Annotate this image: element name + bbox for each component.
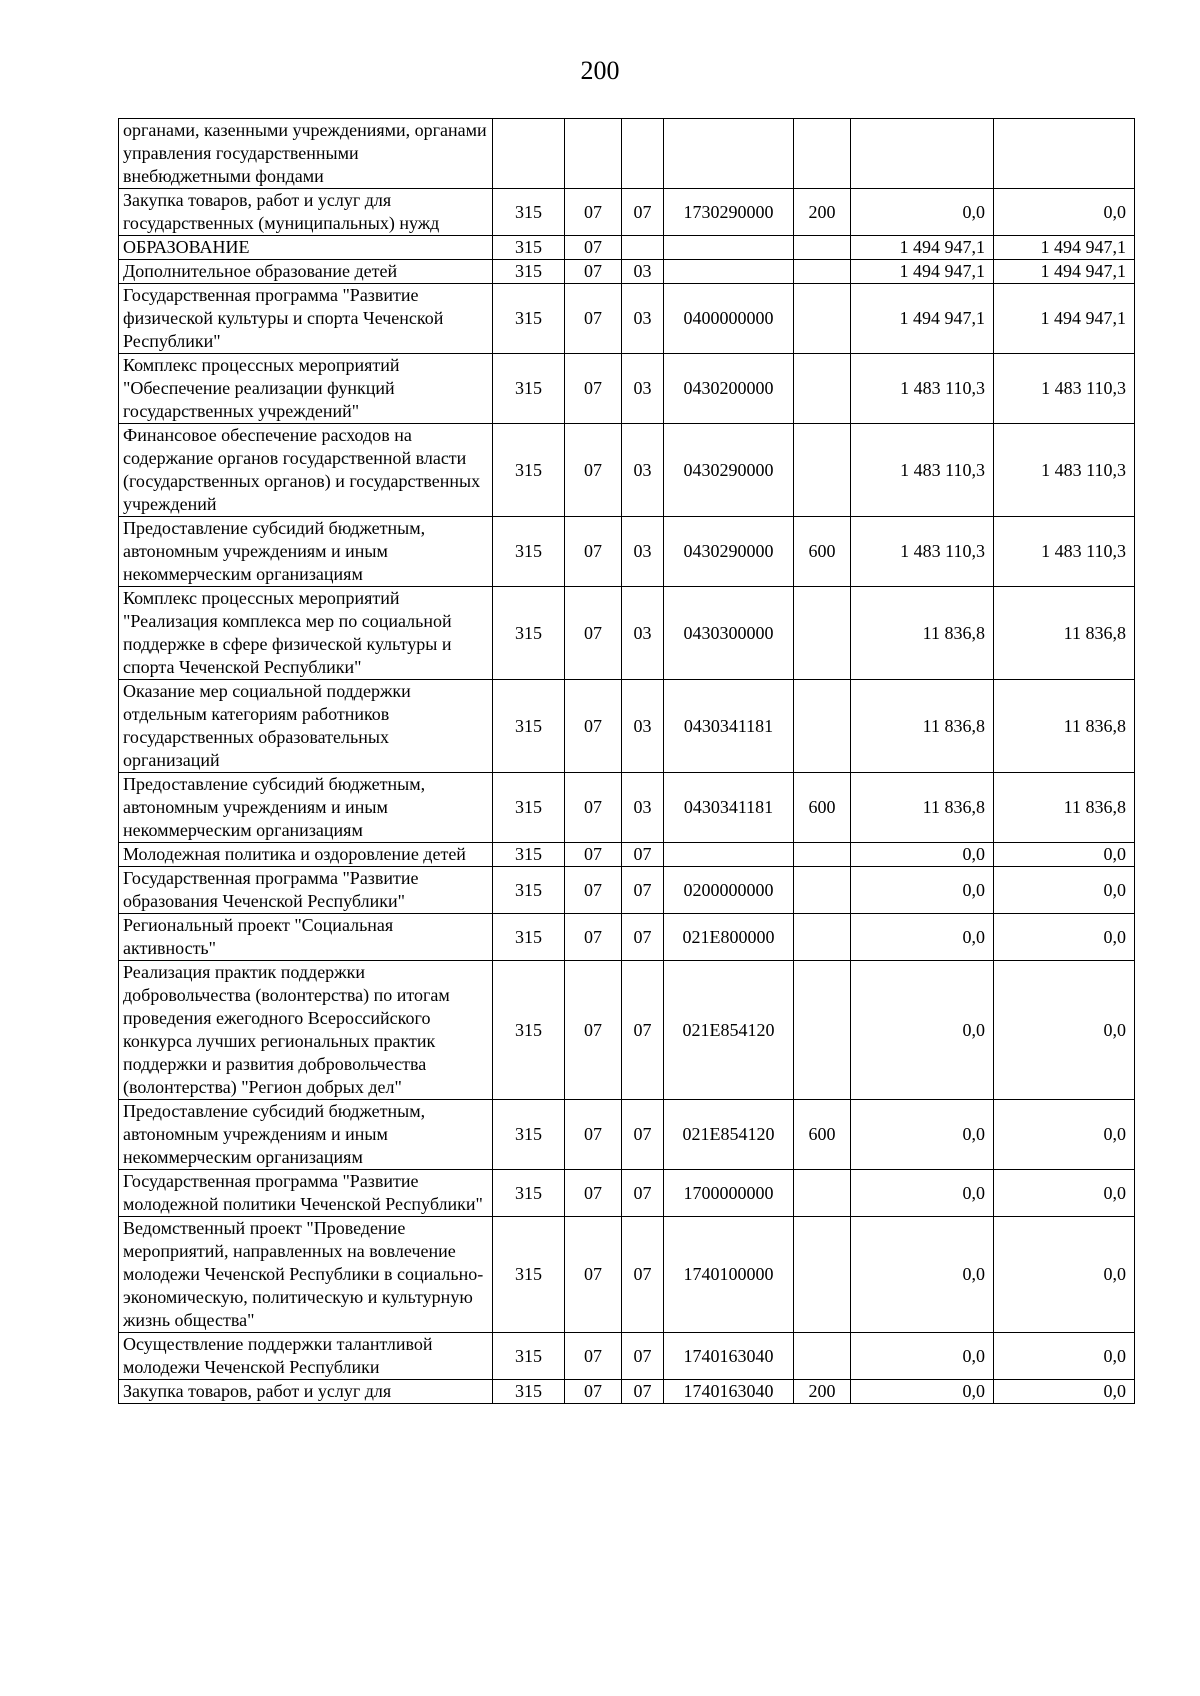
cell-target-article: 1740163040 (664, 1333, 794, 1380)
cell-section: 07 (565, 680, 622, 773)
cell-section: 07 (565, 354, 622, 424)
cell-section: 07 (565, 517, 622, 587)
cell-ministry-code (493, 119, 565, 189)
cell-section: 07 (565, 961, 622, 1100)
cell-expense-type (794, 260, 851, 284)
cell-amount-year1: 0,0 (851, 1217, 994, 1333)
cell-amount-year2: 0,0 (994, 843, 1135, 867)
table-row (119, 867, 1135, 914)
cell-subsection: 03 (622, 260, 664, 284)
cell-amount-year1: 1 494 947,1 (851, 284, 994, 354)
cell-amount-year1: 0,0 (851, 867, 994, 914)
cell-expense-type: 600 (794, 1100, 851, 1170)
cell-subsection: 07 (622, 1100, 664, 1170)
cell-amount-year2: 0,0 (994, 1217, 1135, 1333)
cell-section (565, 119, 622, 189)
cell-amount-year2: 1 483 110,3 (994, 424, 1135, 517)
cell-expense-type (794, 236, 851, 260)
cell-ministry-code: 315 (493, 680, 565, 773)
cell-amount-year1: 11 836,8 (851, 587, 994, 680)
cell-ministry-code: 315 (493, 1100, 565, 1170)
cell-amount-year2: 1 494 947,1 (994, 260, 1135, 284)
page-number: 200 (580, 56, 620, 85)
cell-amount-year2: 0,0 (994, 189, 1135, 236)
cell-ministry-code: 315 (493, 354, 565, 424)
cell-amount-year2 (994, 119, 1135, 189)
cell-amount-year2: 1 494 947,1 (994, 236, 1135, 260)
cell-expense-type (794, 587, 851, 680)
cell-expense-type (794, 284, 851, 354)
cell-target-article (664, 843, 794, 867)
cell-ministry-code: 315 (493, 961, 565, 1100)
table-row (119, 236, 1135, 260)
cell-amount-year2: 0,0 (994, 914, 1135, 961)
cell-ministry-code: 315 (493, 1333, 565, 1380)
cell-ministry-code: 315 (493, 424, 565, 517)
table-row (119, 1333, 1135, 1380)
cell-subsection: 07 (622, 843, 664, 867)
table-row (119, 914, 1135, 961)
table-row (119, 1217, 1135, 1333)
cell-amount-year1: 11 836,8 (851, 773, 994, 843)
cell-target-article: 1730290000 (664, 189, 794, 236)
cell-amount-year2: 0,0 (994, 1380, 1135, 1404)
table-row (119, 680, 1135, 773)
cell-amount-year1: 0,0 (851, 1333, 994, 1380)
cell-subsection: 03 (622, 773, 664, 843)
cell-section: 07 (565, 236, 622, 260)
table-row (119, 189, 1135, 236)
cell-section: 07 (565, 260, 622, 284)
cell-subsection: 03 (622, 517, 664, 587)
table-row (119, 119, 1135, 189)
cell-subsection: 03 (622, 587, 664, 680)
budget-table (118, 118, 1135, 1404)
cell-section: 07 (565, 1170, 622, 1217)
table-row (119, 517, 1135, 587)
cell-target-article (664, 119, 794, 189)
cell-ministry-code: 315 (493, 189, 565, 236)
cell-amount-year2: 11 836,8 (994, 587, 1135, 680)
cell-ministry-code: 315 (493, 1217, 565, 1333)
cell-ministry-code: 315 (493, 284, 565, 354)
cell-amount-year1: 1 483 110,3 (851, 424, 994, 517)
cell-section: 07 (565, 1333, 622, 1380)
cell-target-article (664, 260, 794, 284)
cell-target-article: 0400000000 (664, 284, 794, 354)
cell-section: 07 (565, 867, 622, 914)
cell-name: Финансовое обеспечение расходов на содержание органов государственной власти (государственных органов) и государственных учреждений (119, 424, 493, 517)
cell-ministry-code: 315 (493, 260, 565, 284)
cell-amount-year1: 1 483 110,3 (851, 517, 994, 587)
cell-section: 07 (565, 843, 622, 867)
cell-section: 07 (565, 1100, 622, 1170)
cell-name: Государственная программа "Развитие физической культуры и спорта Чеченской Республики" (119, 284, 493, 354)
cell-expense-type (794, 867, 851, 914)
cell-name: Ведомственный проект "Проведение мероприятий, направленных на вовлечение молодежи Чеченской Республики в социально-экономическую, политическую и культурную жизнь общества" (119, 1217, 493, 1333)
cell-expense-type (794, 1217, 851, 1333)
cell-amount-year2: 0,0 (994, 867, 1135, 914)
cell-target-article: 1700000000 (664, 1170, 794, 1217)
table-row (119, 354, 1135, 424)
cell-amount-year2: 1 483 110,3 (994, 517, 1135, 587)
cell-subsection: 07 (622, 1170, 664, 1217)
cell-subsection: 07 (622, 1380, 664, 1404)
cell-target-article: 021E854120 (664, 1100, 794, 1170)
cell-name: Комплекс процессных мероприятий "Реализация комплекса мер по социальной поддержке в сфере физической культуры и спорта Чеченской Республики" (119, 587, 493, 680)
cell-amount-year1: 0,0 (851, 961, 994, 1100)
table-row (119, 961, 1135, 1100)
cell-name: Государственная программа "Развитие молодежной политики Чеченской Республики" (119, 1170, 493, 1217)
cell-subsection: 03 (622, 424, 664, 517)
cell-name: Комплекс процессных мероприятий "Обеспечение реализации функций государственных учреждений" (119, 354, 493, 424)
cell-name: Закупка товаров, работ и услуг для государственных (муниципальных) нужд (119, 189, 493, 236)
cell-name: Региональный проект "Социальная активность" (119, 914, 493, 961)
cell-amount-year2: 1 494 947,1 (994, 284, 1135, 354)
cell-subsection: 07 (622, 867, 664, 914)
cell-expense-type (794, 961, 851, 1100)
cell-section: 07 (565, 1380, 622, 1404)
cell-target-article: 0430341181 (664, 773, 794, 843)
cell-name: Молодежная политика и оздоровление детей (119, 843, 493, 867)
budget-table-body (119, 119, 1135, 1404)
cell-subsection (622, 119, 664, 189)
cell-amount-year2: 0,0 (994, 1333, 1135, 1380)
cell-ministry-code: 315 (493, 773, 565, 843)
table-row (119, 1170, 1135, 1217)
cell-section: 07 (565, 914, 622, 961)
cell-target-article: 021E800000 (664, 914, 794, 961)
cell-section: 07 (565, 284, 622, 354)
table-row (119, 284, 1135, 354)
cell-amount-year2: 0,0 (994, 961, 1135, 1100)
cell-subsection: 07 (622, 1217, 664, 1333)
cell-amount-year1: 0,0 (851, 1170, 994, 1217)
cell-name: Дополнительное образование детей (119, 260, 493, 284)
cell-expense-type (794, 1333, 851, 1380)
cell-ministry-code: 315 (493, 1380, 565, 1404)
cell-expense-type (794, 119, 851, 189)
table-row (119, 1100, 1135, 1170)
cell-expense-type (794, 424, 851, 517)
cell-target-article: 0430290000 (664, 424, 794, 517)
cell-amount-year1: 0,0 (851, 843, 994, 867)
cell-subsection: 07 (622, 961, 664, 1100)
cell-target-article: 0430300000 (664, 587, 794, 680)
cell-amount-year1: 0,0 (851, 1380, 994, 1404)
cell-amount-year1: 1 483 110,3 (851, 354, 994, 424)
cell-amount-year2: 0,0 (994, 1170, 1135, 1217)
cell-subsection: 03 (622, 354, 664, 424)
table-row (119, 773, 1135, 843)
cell-expense-type: 200 (794, 1380, 851, 1404)
cell-section: 07 (565, 189, 622, 236)
table-row (119, 843, 1135, 867)
cell-subsection (622, 236, 664, 260)
cell-ministry-code: 315 (493, 236, 565, 260)
cell-ministry-code: 315 (493, 867, 565, 914)
cell-amount-year1 (851, 119, 994, 189)
cell-ministry-code: 315 (493, 587, 565, 680)
cell-subsection: 07 (622, 1333, 664, 1380)
cell-expense-type: 600 (794, 517, 851, 587)
cell-subsection: 03 (622, 284, 664, 354)
cell-amount-year1: 1 494 947,1 (851, 236, 994, 260)
cell-amount-year2: 1 483 110,3 (994, 354, 1135, 424)
table-row (119, 1380, 1135, 1404)
cell-amount-year1: 11 836,8 (851, 680, 994, 773)
cell-amount-year1: 0,0 (851, 1100, 994, 1170)
cell-name: Оказание мер социальной поддержки отдельным категориям работников государственных образовательных организаций (119, 680, 493, 773)
cell-section: 07 (565, 587, 622, 680)
cell-amount-year1: 1 494 947,1 (851, 260, 994, 284)
cell-section: 07 (565, 1217, 622, 1333)
cell-subsection: 07 (622, 189, 664, 236)
cell-expense-type (794, 680, 851, 773)
cell-name: Предоставление субсидий бюджетным, автономным учреждениям и иным некоммерческим организациям (119, 1100, 493, 1170)
cell-name: Предоставление субсидий бюджетным, автономным учреждениям и иным некоммерческим организациям (119, 773, 493, 843)
cell-amount-year1: 0,0 (851, 189, 994, 236)
cell-amount-year2: 11 836,8 (994, 680, 1135, 773)
cell-target-article: 0430200000 (664, 354, 794, 424)
cell-name: ОБРАЗОВАНИЕ (119, 236, 493, 260)
cell-amount-year1: 0,0 (851, 914, 994, 961)
cell-name: Предоставление субсидий бюджетным, автономным учреждениям и иным некоммерческим организациям (119, 517, 493, 587)
cell-section: 07 (565, 773, 622, 843)
cell-target-article: 0430341181 (664, 680, 794, 773)
table-row (119, 587, 1135, 680)
table-row (119, 424, 1135, 517)
cell-subsection: 03 (622, 680, 664, 773)
cell-target-article: 0430290000 (664, 517, 794, 587)
cell-name: Реализация практик поддержки добровольчества (волонтерства) по итогам проведения ежегодного Всероссийского конкурса лучших региональных практик поддержки и развития добровольчества (волонтерства) "Регион добрых дел" (119, 961, 493, 1100)
cell-amount-year2: 11 836,8 (994, 773, 1135, 843)
cell-expense-type: 200 (794, 189, 851, 236)
cell-name: органами, казенными учреждениями, органами управления государственными внебюджетными фондами (119, 119, 493, 189)
cell-ministry-code: 315 (493, 517, 565, 587)
cell-name: Закупка товаров, работ и услуг для (119, 1380, 493, 1404)
cell-expense-type (794, 354, 851, 424)
cell-target-article (664, 236, 794, 260)
cell-amount-year2: 0,0 (994, 1100, 1135, 1170)
cell-ministry-code: 315 (493, 914, 565, 961)
cell-ministry-code: 315 (493, 1170, 565, 1217)
cell-target-article: 0200000000 (664, 867, 794, 914)
cell-target-article: 1740100000 (664, 1217, 794, 1333)
cell-target-article: 1740163040 (664, 1380, 794, 1404)
cell-name: Осуществление поддержки талантливой молодежи Чеченской Республики (119, 1333, 493, 1380)
cell-section: 07 (565, 424, 622, 517)
table-row (119, 260, 1135, 284)
cell-target-article: 021E854120 (664, 961, 794, 1100)
cell-expense-type: 600 (794, 773, 851, 843)
cell-ministry-code: 315 (493, 843, 565, 867)
cell-expense-type (794, 914, 851, 961)
cell-subsection: 07 (622, 914, 664, 961)
cell-name: Государственная программа "Развитие образования Чеченской Республики" (119, 867, 493, 914)
cell-expense-type (794, 1170, 851, 1217)
cell-expense-type (794, 843, 851, 867)
